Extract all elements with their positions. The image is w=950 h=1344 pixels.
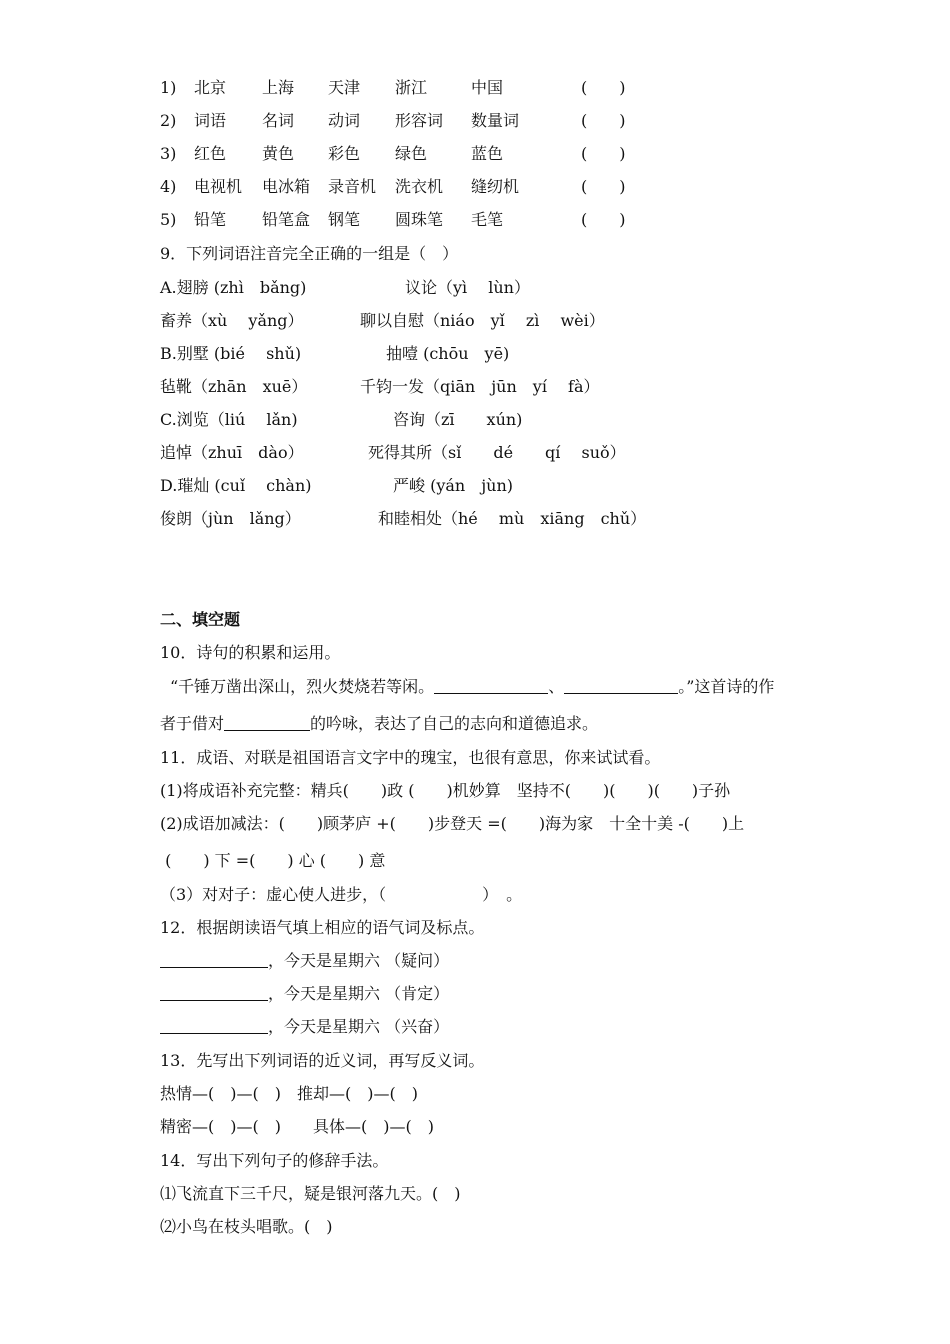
q14-line2: ⑵小鸟在枝头唱歌。( ) [160, 1217, 333, 1236]
row-number: 3) [160, 144, 177, 163]
word-with-pinyin: 千钧一发（qiān jūn yí fà） [360, 377, 600, 396]
word-with-pinyin: B.别墅 (bié shǔ) [160, 344, 302, 363]
word: 电视机 [194, 177, 243, 196]
word-with-pinyin: 和睦相处（hé mù xiāng chǔ） [378, 509, 647, 528]
q13-line1: 热情—( )—( ) 推却—( )—( ) [160, 1084, 418, 1103]
word-with-pinyin: 聊以自慰（niáo yǐ zì wèi） [360, 311, 605, 330]
q11-part1: (1)将成语补充完整：精兵( )政 ( )机妙算 坚持不( )( )( )子孙 [160, 781, 731, 800]
word-with-pinyin: 俊朗（jùn lǎng） [160, 509, 301, 528]
word: 数量词 [471, 111, 520, 130]
q10-text-e: 的吟咏，表达了自己的志向和道德追求。 [310, 714, 599, 733]
word: 中国 [471, 78, 504, 97]
q12-row [160, 984, 449, 1004]
word-with-pinyin: D.璀灿 (cuǐ chàn) [160, 476, 312, 495]
answer-paren[interactable]: ( ) [581, 78, 626, 97]
word-with-pinyin: 咨询（zī xún) [393, 410, 523, 429]
word-with-pinyin: 死得其所（sǐ dé qí suǒ） [368, 443, 626, 462]
word: 黄色 [262, 144, 295, 163]
q12-stem: 12．根据朗读语气填上相应的语气词及标点。 [160, 918, 485, 937]
word: 蓝色 [471, 144, 504, 163]
row-number: 1) [160, 78, 177, 97]
answer-paren[interactable]: ( ) [581, 177, 626, 196]
word-with-pinyin: 议论（yì lùn） [405, 278, 530, 297]
q11-part3: （3）对对子：虚心使人进步，（ ） 。 [160, 885, 523, 904]
q12-text: ，今天是星期六 [268, 951, 386, 970]
q9-stem: 9．下列词语注音完全正确的一组是（ ） [160, 244, 459, 263]
blank[interactable] [564, 677, 678, 694]
word-with-pinyin: A.翅膀 (zhì bǎng) [160, 278, 307, 297]
q10-stem: 10．诗句的积累和运用。 [160, 643, 341, 662]
word: 红色 [194, 144, 227, 163]
word: 上海 [262, 78, 295, 97]
q12-text: ，今天是星期六 [268, 1017, 386, 1036]
q14-line1: ⑴飞流直下三千尺，疑是银河落九天。( ) [160, 1184, 461, 1203]
q12-row [160, 951, 449, 971]
word: 北京 [194, 78, 227, 97]
word: 词语 [194, 111, 227, 130]
blank[interactable] [160, 951, 268, 968]
word: 动词 [328, 111, 361, 130]
tone-note: （兴奋） [385, 1017, 450, 1036]
word: 缝纫机 [471, 177, 520, 196]
word: 圆珠笔 [395, 210, 444, 229]
word: 电冰箱 [262, 177, 311, 196]
answer-paren[interactable]: ( ) [581, 144, 626, 163]
q11-stem: 11．成语、对联是祖国语言文字中的瑰宝，也很有意思，你来试试看。 [160, 748, 661, 767]
answer-paren[interactable]: ( ) [581, 111, 626, 130]
blank[interactable] [160, 1017, 268, 1034]
word: 铅笔盒 [262, 210, 311, 229]
blank[interactable] [224, 714, 310, 731]
section-heading: 二、填空题 [160, 610, 241, 629]
word: 浙江 [395, 78, 428, 97]
q12-row [160, 1017, 449, 1037]
word: 毛笔 [471, 210, 504, 229]
q10-text-a: “千锤万凿出深山，烈火焚烧若等闲。 [170, 677, 435, 696]
q10-text-d: 者于借对 [160, 714, 225, 733]
row-number: 4) [160, 177, 177, 196]
word: 天津 [328, 78, 361, 97]
word-with-pinyin: C.浏览（liú lǎn) [160, 410, 298, 429]
word-with-pinyin: 追悼（zhuī dào） [160, 443, 304, 462]
word: 洗衣机 [395, 177, 444, 196]
q10-text-c: 。”这首诗的作 [678, 677, 775, 696]
tone-note: （肯定） [385, 984, 450, 1003]
q12-text: ，今天是星期六 [268, 984, 386, 1003]
q10-text-b: 、 [548, 677, 565, 696]
q11-part2b: ( ) 下 =( ) 心 ( ) 意 [160, 851, 386, 870]
word-with-pinyin: 抽噎 (chōu yē) [386, 344, 510, 363]
blank[interactable] [434, 677, 548, 694]
q10-line1 [170, 677, 774, 697]
answer-paren[interactable]: ( ) [581, 210, 626, 229]
q13-stem: 13．先写出下列词语的近义词，再写反义词。 [160, 1051, 485, 1070]
q14-stem: 14．写出下列句子的修辞手法。 [160, 1151, 389, 1170]
tone-note: （疑问） [385, 951, 450, 970]
word-with-pinyin: 严峻 (yán jùn) [393, 476, 514, 495]
q11-part2: (2)成语加减法：( )顾茅庐 +( )步登天 =( )海为家 十全十美 -( )上 [160, 814, 745, 833]
word: 铅笔 [194, 210, 227, 229]
q10-line2 [160, 714, 598, 734]
blank[interactable] [160, 984, 268, 1001]
row-number: 5) [160, 210, 177, 229]
word: 绿色 [395, 144, 428, 163]
word: 录音机 [328, 177, 377, 196]
q13-line2: 精密—( )—( ) 具体—( )—( ) [160, 1117, 434, 1136]
word: 形容词 [395, 111, 444, 130]
word: 钢笔 [328, 210, 361, 229]
word: 名词 [262, 111, 295, 130]
word-with-pinyin: 毡靴（zhān xuē） [160, 377, 308, 396]
row-number: 2) [160, 111, 177, 130]
word-with-pinyin: 畜养（xù yǎng） [160, 311, 304, 330]
word: 彩色 [328, 144, 361, 163]
